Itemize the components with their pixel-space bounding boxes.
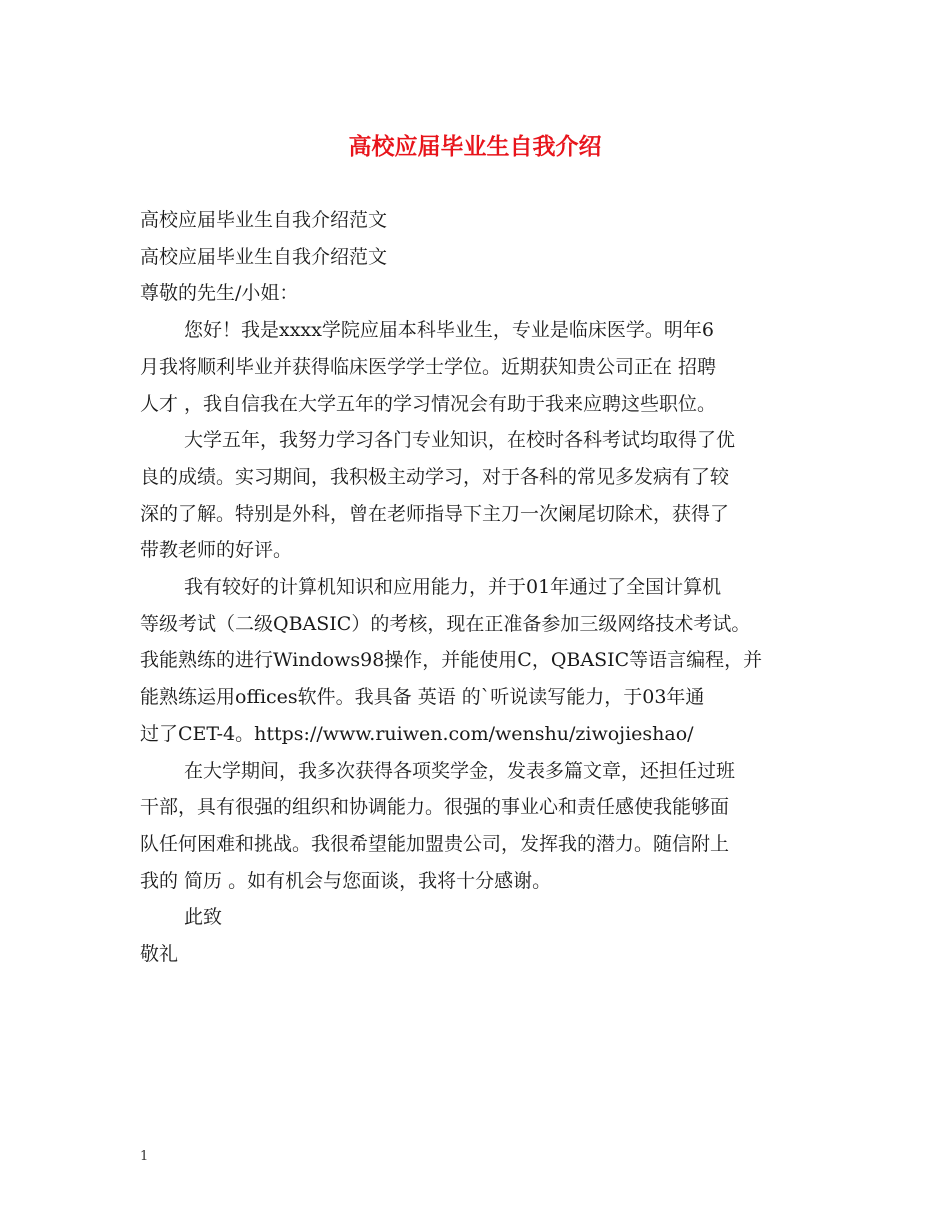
salutation-line: 尊敬的先生/小姐： bbox=[140, 282, 299, 305]
paragraph-line: 大学五年，我努力学习各门专业知识，在校时各科考试均取得了优 bbox=[184, 429, 736, 452]
document-title: 高校应届毕业生自我介绍 bbox=[348, 134, 602, 160]
subtitle-line: 高校应届毕业生自我介绍范文 bbox=[140, 209, 388, 231]
page-number: 1 bbox=[140, 1149, 149, 1164]
paragraph-line: 能熟练运用offices软件。我具备 英语 的`听说读写能力，于03年通 bbox=[140, 686, 705, 709]
paragraph-line: 带教老师的好评。 bbox=[140, 539, 293, 562]
paragraph-line: 过了CET-4。https://www.ruiwen.com/wenshu/ziwojieshao/ bbox=[140, 722, 694, 745]
paragraph-line: 深的了解。特别是外科，曾在老师指导下主刀一次阑尾切除术，获得了 bbox=[140, 502, 730, 525]
paragraph-line: 我能熟练的进行Windows98操作，并能使用C，QBASIC等语言编程，并 bbox=[140, 649, 763, 672]
paragraph-line: 我有较好的计算机知识和应用能力，并于01年通过了全国计算机 bbox=[184, 576, 722, 599]
closing-line: 敬礼 bbox=[140, 943, 179, 966]
paragraph-line: 在大学期间，我多次获得各项奖学金，发表多篇文章，还担任过班 bbox=[184, 759, 736, 782]
paragraph-line: 队任何困难和挑战。我很希望能加盟贵公司，发挥我的潜力。随信附上 bbox=[140, 832, 730, 855]
closing-line: 此致 bbox=[184, 906, 223, 929]
paragraph-line: 月我将顺利毕业并获得临床医学学士学位。近期获知贵公司正在 招聘 bbox=[140, 355, 717, 378]
document-body bbox=[140, 202, 815, 973]
paragraph-line: 良的成绩。实习期间，我积极主动学习，对于各科的常见多发病有了较 bbox=[140, 465, 730, 488]
subtitle-line: 高校应届毕业生自我介绍范文 bbox=[140, 245, 388, 268]
paragraph-line: 您好！我是xxxx学院应届本科毕业生，专业是临床医学。明年6 bbox=[184, 319, 714, 342]
paragraph-line: 我的 简历 。如有机会与您面谈，我将十分感谢。 bbox=[140, 869, 552, 892]
paragraph-line: 等级考试（二级QBASIC）的考核，现在正准备参加三级网络技术考试。 bbox=[140, 612, 751, 635]
paragraph-line: 人才 ，我自信我在大学五年的学习情况会有助于我来应聘这些职位。 bbox=[140, 392, 717, 415]
paragraph-line: 干部，具有很强的组织和协调能力。很强的事业心和责任感使我能够面 bbox=[140, 796, 730, 819]
